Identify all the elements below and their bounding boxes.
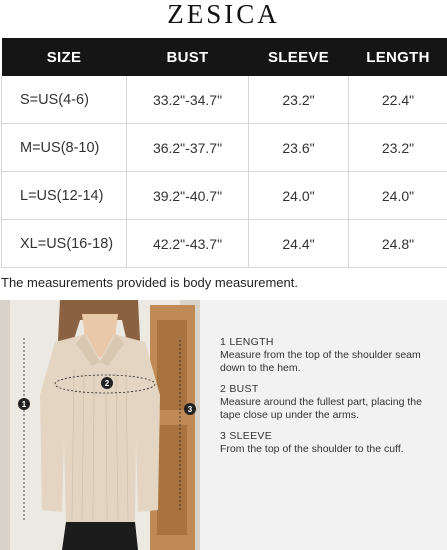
instruction-text: Measure around the fullest part, placing the tape close up under the arms.	[220, 396, 422, 421]
header-bust: BUST	[127, 38, 249, 76]
cell-bust: 39.2"-40.7"	[127, 172, 249, 220]
pants	[62, 522, 138, 550]
cell-length: 22.4"	[349, 76, 447, 124]
instruction-text: Measure from the top of the shoulder seam down to the hem.	[220, 349, 421, 374]
cell-bust: 33.2"-34.7"	[127, 76, 249, 124]
instruction-length	[220, 336, 440, 375]
door-inset	[157, 320, 187, 410]
instruction-bust	[220, 383, 440, 422]
marker-2-label: 2	[104, 379, 110, 388]
cell-size: S=US(4-6)	[2, 76, 127, 124]
size-chart-table	[1, 38, 447, 268]
measurement-guide-panel	[0, 300, 447, 550]
table-row	[2, 172, 447, 220]
measurement-note: The measurements provided is body measurement.	[1, 275, 298, 290]
instruction-text: From the top of the shoulder to the cuff.	[220, 443, 404, 455]
measurement-instructions	[220, 336, 440, 464]
table-row	[2, 124, 447, 172]
instruction-title: 1 LENGTH	[220, 336, 274, 348]
door-inset	[157, 425, 187, 535]
table-header-row	[2, 38, 447, 76]
brand-logo: ZESICA	[167, 0, 280, 29]
instruction-sleeve	[220, 430, 440, 456]
cell-sleeve: 23.6"	[249, 124, 349, 172]
cell-bust: 36.2"-37.7"	[127, 124, 249, 172]
header-length: LENGTH	[349, 38, 447, 76]
cell-size: L=US(12-14)	[2, 172, 127, 220]
header-sleeve: SLEEVE	[249, 38, 349, 76]
cell-sleeve: 24.0"	[249, 172, 349, 220]
cell-length: 24.8"	[349, 220, 447, 268]
sweater-body	[40, 334, 160, 522]
cell-sleeve: 23.2"	[249, 76, 349, 124]
model-photo	[0, 300, 200, 550]
cell-size: M=US(8-10)	[2, 124, 127, 172]
cell-sleeve: 24.4"	[249, 220, 349, 268]
marker-3-label: 3	[187, 405, 193, 414]
header-size: SIZE	[2, 38, 127, 76]
table-row	[2, 220, 447, 268]
instruction-title: 3 SLEEVE	[220, 430, 273, 442]
cell-length: 24.0"	[349, 172, 447, 220]
marker-1-label: 1	[21, 400, 27, 409]
cell-size: XL=US(16-18)	[2, 220, 127, 268]
cell-bust: 42.2"-43.7"	[127, 220, 249, 268]
instruction-title: 2 BUST	[220, 383, 259, 395]
table-row	[2, 76, 447, 124]
cell-length: 23.2"	[349, 124, 447, 172]
